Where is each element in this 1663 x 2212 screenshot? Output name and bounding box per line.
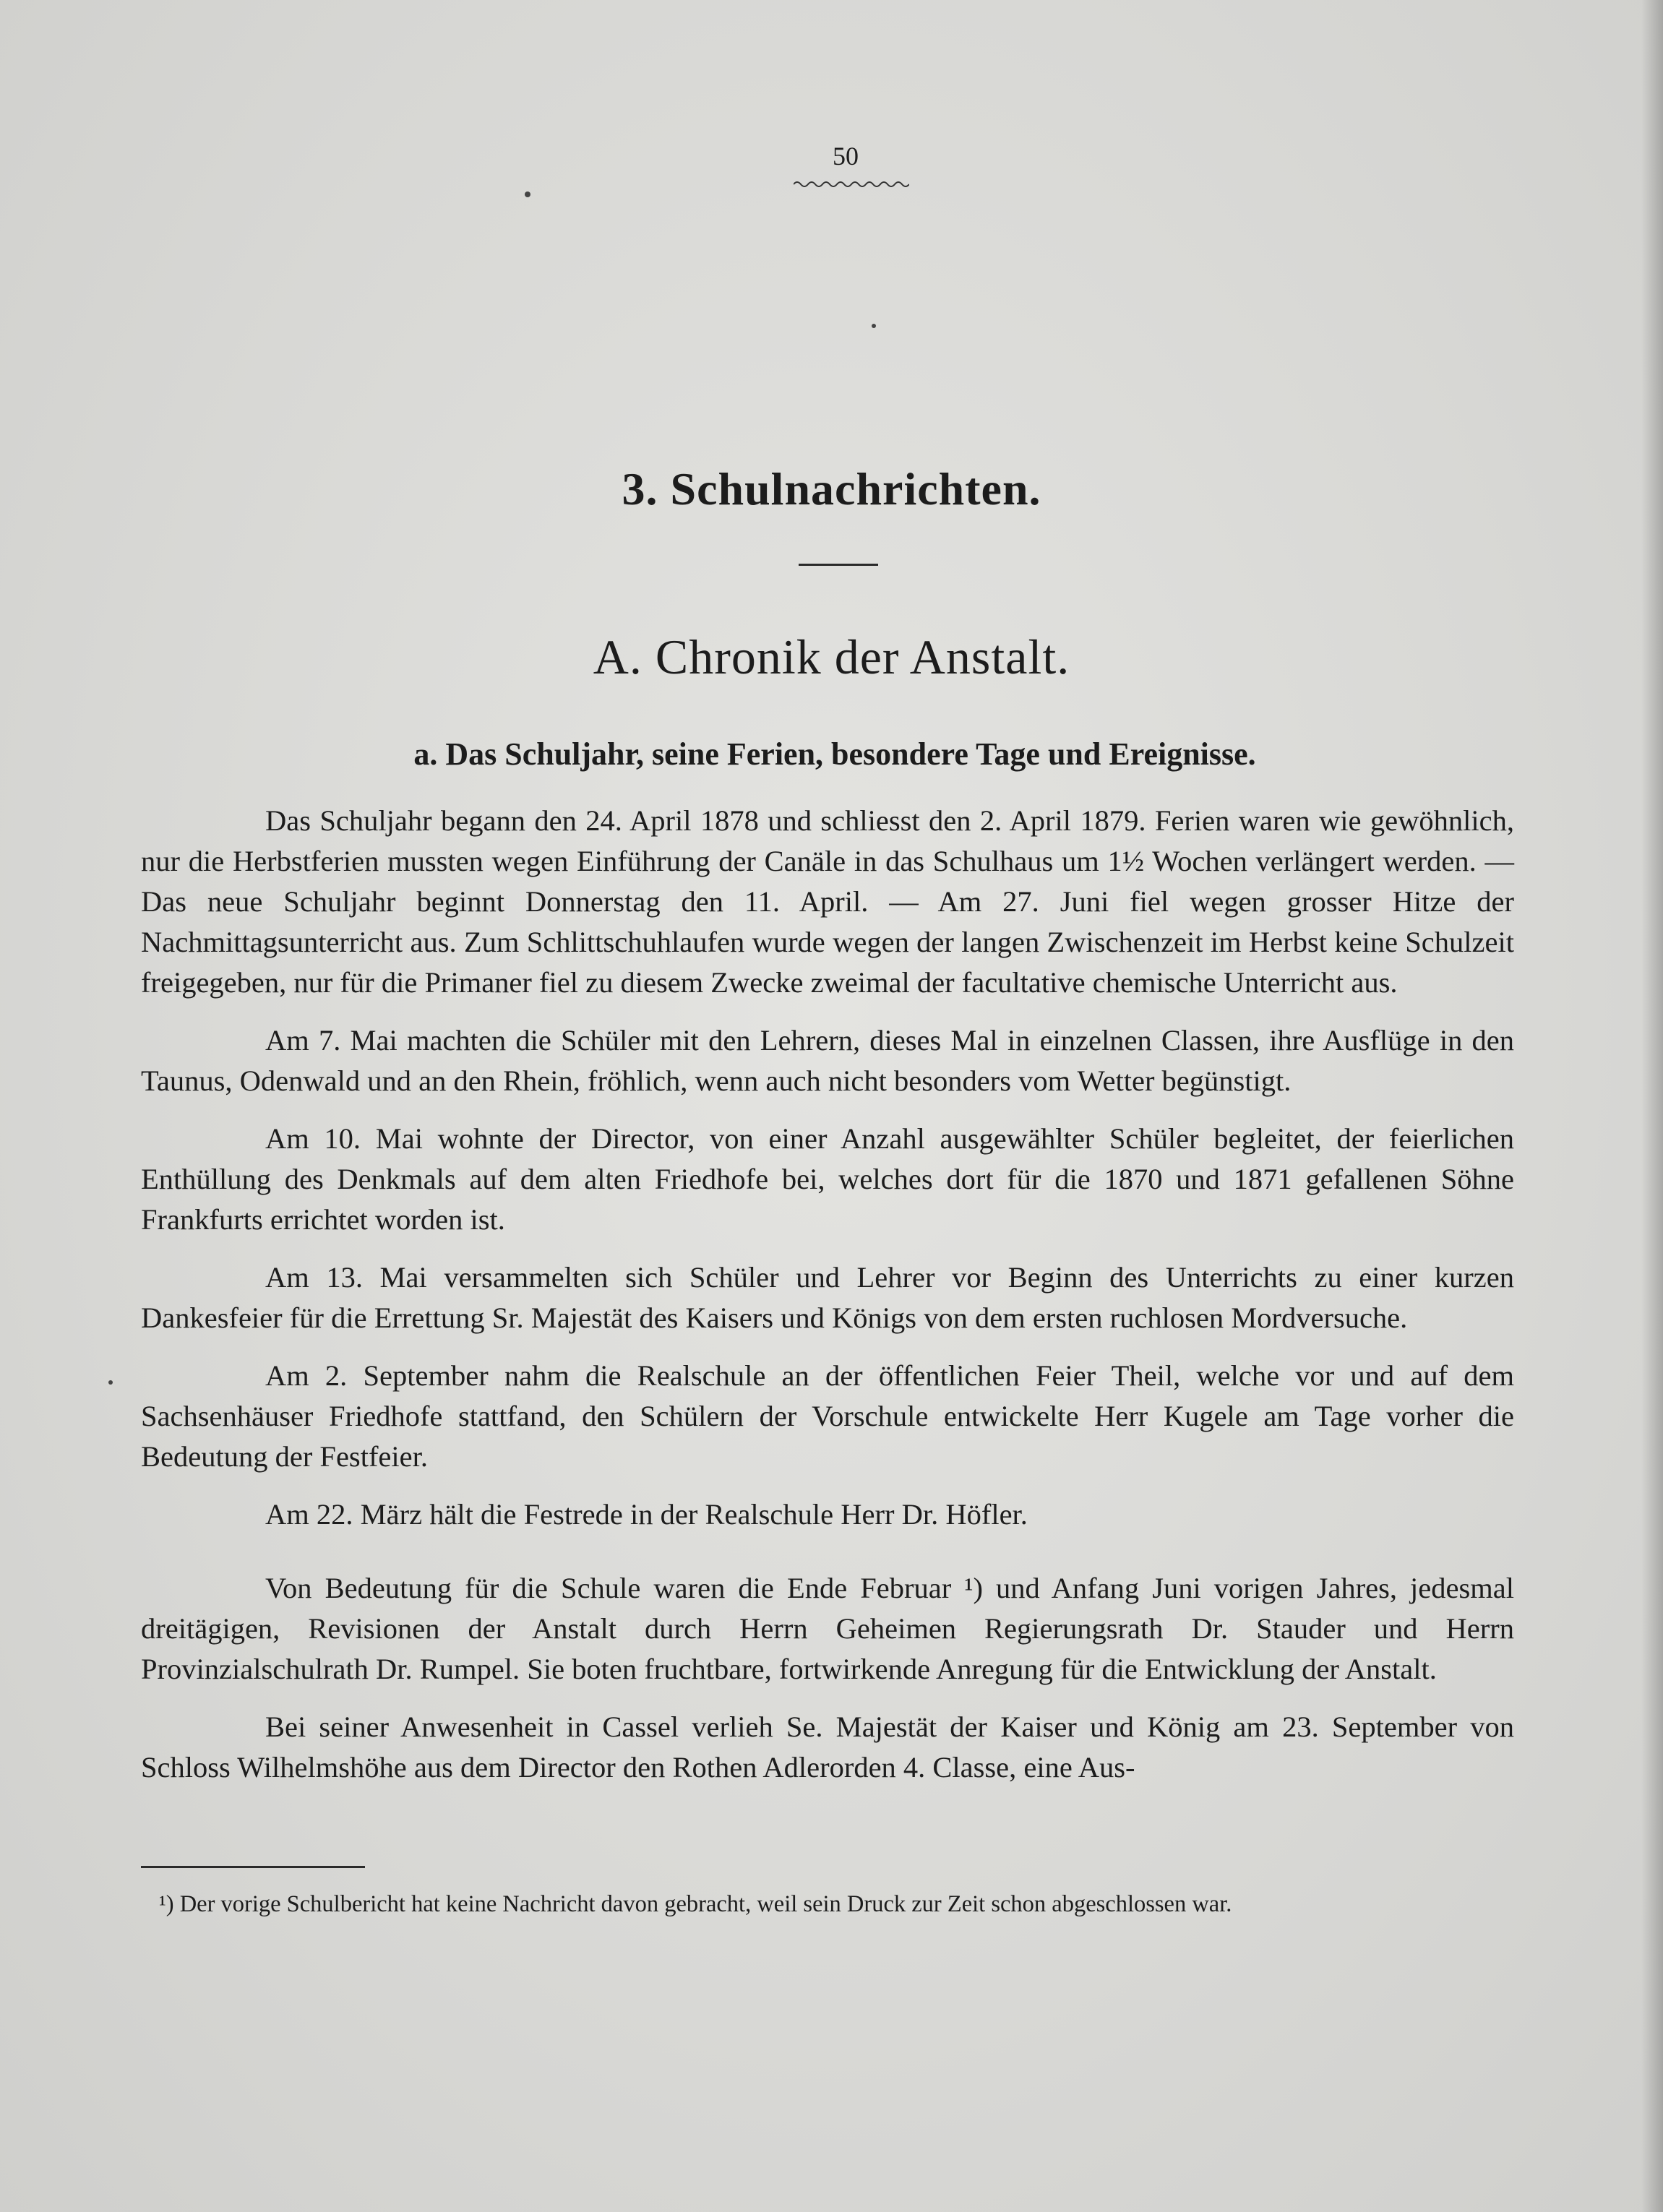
paragraph-sedan-day: Am 2. September nahm die Realschule an der öffentlichen Feier Theil, welche vor und auf dem Sachsenhäuser Friedhofe stattfand, den Schülern der Vorschule entwickelte Herr Kugele am Tage vorher die Bedeutung der Festfeier. (141, 1359, 1514, 1473)
chapter-title: A. Chronik der Anstalt. (593, 629, 1070, 684)
print-speck (108, 1380, 113, 1385)
paragraph-excursions: Am 7. Mai machten die Schüler mit den Lehrern, dieses Mal in einzelnen Classen, ihre Ausflüge in den Taunus, Odenwald und an den Rhein, fröhlich, wenn auch nicht besonders vom Wetter begünstigt. (141, 1024, 1514, 1097)
print-speck (872, 324, 876, 328)
paragraph-revisions: Von Bedeutung für die Schule waren die Ende Februar ¹) und Anfang Juni vorigen Jahres, jedesmal dreitägigen, Revisionen der Anstalt durch Herrn Geheimen Regierungsrath Dr. Stauder und Herrn Provinzialschulrath Dr. Rumpel. Sie boten fruchtbare, fortwirkende Anregung für die Entwicklung der Anstalt. (141, 1572, 1514, 1685)
page-edge-shadow (1641, 0, 1663, 2212)
paragraph-decoration: Bei seiner Anwesenheit in Cassel verlieh Se. Majestät der Kaiser und König am 23. September von Schloss Wilhelmshöhe aus dem Director den Rothen Adlerorden 4. Classe, eine Aus- (141, 1710, 1514, 1783)
body-text (141, 801, 1514, 1805)
footnote-text: ¹) Der vorige Schulbericht hat keine Nachricht davon gebracht, weil sein Druck zur Zeit schon abgeschlossen war. (159, 1891, 1232, 1917)
footnote-divider (141, 1866, 365, 1868)
print-speck (525, 191, 530, 197)
section-title: 3. Schulnachrichten. (622, 463, 1041, 515)
paragraph-school-year: Das Schuljahr begann den 24. April 1878 und schliesst den 2. April 1879. Ferien waren wie gewöhnlich, nur die Herbstferien mussten wegen Einführung der Canäle in das Schulhaus um 1½ Wochen verlängert werden. — Das neue Schuljahr beginnt Donnerstag den 11. April. — Am 27. Juni fiel wegen grosser Hitze der Nachmittagsunterricht aus. Zum Schlittschuhlaufen wurde wegen der langen Zwischenzeit im Herbst keine Schulzeit freigegeben, nur für die Primaner fiel zu diesem Zwecke zweimal der facultative chemische Unterricht aus. (141, 804, 1514, 999)
paragraph-thanksgiving: Am 13. Mai versammelten sich Schüler und Lehrer vor Beginn des Unterrichts zu einer kurzen Dankesfeier für die Errettung Sr. Majestät des Kaisers und Königs von dem ersten ruchlosen Mordversuche. (141, 1261, 1514, 1334)
page-number: 50 (833, 142, 859, 171)
paragraph-monument: Am 10. Mai wohnte der Director, von einer Anzahl ausgewählter Schüler begleitet, der feierlichen Enthüllung des Denkmals auf dem alten Friedhofe bei, welches dort für die 1870 und 1871 gefallenen Söhne Frankfurts errichtet worden ist. (141, 1122, 1514, 1236)
footnote (124, 1888, 1499, 1921)
subsection-title: a. Das Schuljahr, seine Ferien, besondere Tage und Ereignisse. (413, 736, 1256, 772)
paragraph-festrede: Am 22. März hält die Festrede in der Realschule Herr Dr. Höfler. (265, 1498, 1028, 1531)
title-divider (799, 564, 878, 566)
page-number-ornament (794, 179, 909, 189)
